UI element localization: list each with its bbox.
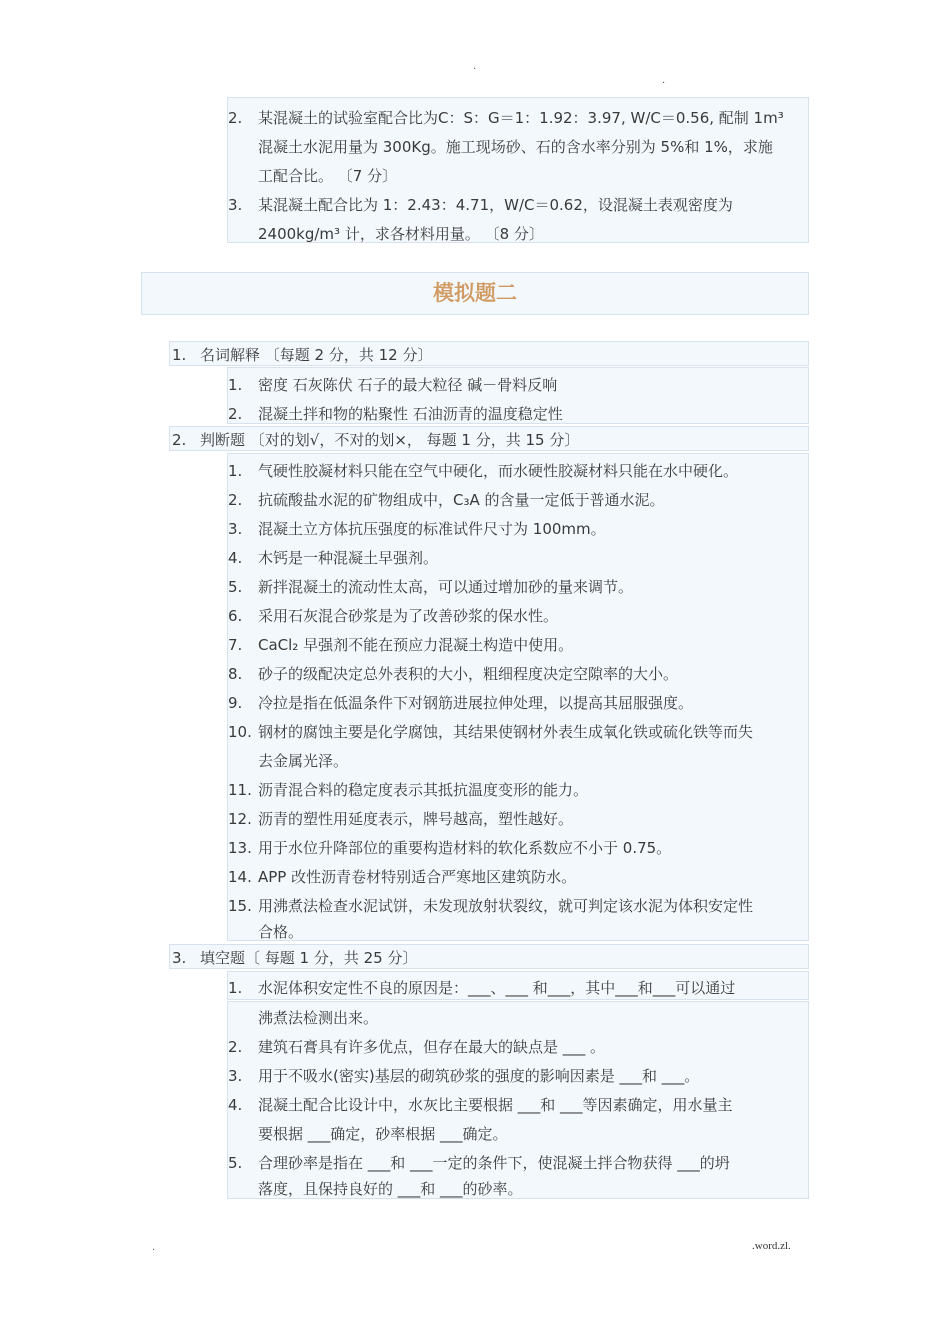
item-text: 建筑石膏具有许多优点，但存在最大的缺点是 ___ 。 (258, 1038, 606, 1056)
item-text: 要根据 ___确定，砂率根据 ___确定。 (258, 1125, 508, 1143)
prev-items-box (227, 97, 809, 243)
item-text: 沥青的塑性用延度表示，牌号越高，塑性越好。 (258, 810, 574, 828)
item-number: 12. (228, 810, 252, 828)
item-text: 混凝土配合比设计中，水灰比主要根据 ___和 ___等因素确定，用水量主 (258, 1096, 733, 1114)
header-dot: . (473, 61, 477, 72)
item-text: 合理砂率是指在 ___和 ___一定的条件下，使混凝土拌合物获得 ___的坍 (258, 1154, 730, 1172)
footer-dot: . (152, 1242, 156, 1253)
section-items-box (227, 453, 809, 941)
item-number: 6. (228, 607, 243, 625)
section-heading: 判断题 〔对的划√，不对的划×， 每题 1 分，共 15 分〕 (200, 431, 580, 449)
section-heading-box (169, 944, 809, 969)
item-number: 7. (228, 636, 243, 654)
item-number: 9. (228, 694, 243, 712)
section-items-box (227, 367, 809, 424)
item-number: 2. (228, 491, 243, 509)
item-text: CaCl₂ 早强剂不能在预应力混凝土构造中使用。 (258, 636, 574, 654)
item-number: 3. (228, 1067, 243, 1085)
item-number: 13. (228, 839, 252, 857)
item-text: 某混凝土配合比为 1：2.43：4.71，W/C＝0.62，设混凝土表观密度为 (258, 196, 733, 214)
item-number: 1. (228, 376, 243, 394)
section-number: 3. (172, 949, 187, 967)
item-number: 8. (228, 665, 243, 683)
item-number: 11. (228, 781, 252, 799)
header-dot: . (662, 75, 666, 86)
item-text: 某混凝土的试验室配合比为C：S：G＝1：1.92：3.97, W/C＝0.56, 配制 1m³ (258, 109, 784, 127)
item-text: 砂子的级配决定总外表积的大小，粗细程度决定空隙率的大小。 (258, 665, 679, 683)
item-text: 用沸煮法检查水泥试饼，未发现放射状裂纹，就可判定该水泥为体积安定性 (258, 897, 754, 915)
item-text: 用于不吸水(密实)基层的砌筑砂浆的强度的影响因素是 ___和 ___。 (258, 1067, 700, 1085)
item-text: 气硬性胶凝材料只能在空气中硬化，而水硬性胶凝材料只能在水中硬化。 (258, 462, 739, 480)
item-text: 工配合比。 〔7 分〕 (258, 167, 398, 185)
section-items-box (227, 971, 809, 1000)
item-text: 采用石灰混合砂浆是为了改善砂浆的保水性。 (258, 607, 559, 625)
item-number: 4. (228, 549, 243, 567)
item-text: 去金属光泽。 (258, 752, 349, 770)
item-text: 落度，且保持良好的 ___和 ___的砂率。 (258, 1180, 523, 1198)
item-text: 沸煮法检测出来。 (258, 1009, 379, 1027)
section-number: 1. (172, 346, 187, 364)
section-heading: 名词解释 〔每题 2 分，共 12 分〕 (200, 346, 433, 364)
item-number: 2. (228, 405, 243, 423)
item-number: 2. (228, 1038, 243, 1056)
item-text: 混凝土水泥用量为 300Kg。施工现场砂、石的含水率分别为 5%和 1%，求施 (258, 138, 773, 156)
item-number: 3. (228, 196, 243, 214)
item-text: 2400kg/m³ 计，求各材料用量。 〔8 分〕 (258, 225, 544, 243)
section-heading-box (169, 426, 809, 451)
item-number: 15. (228, 897, 252, 915)
page-title: 模拟题二 (433, 281, 517, 305)
item-text: 钢材的腐蚀主要是化学腐蚀，其结果使钢材外表生成氧化铁或硫化铁等而失 (258, 723, 754, 741)
item-number: 3. (228, 520, 243, 538)
section-heading: 填空题〔 每题 1 分，共 25 分〕 (200, 949, 418, 967)
item-text: 密度 石灰陈伏 石子的最大粒径 碱－骨料反响 (258, 376, 558, 394)
item-number: 4. (228, 1096, 243, 1114)
item-number: 1. (228, 462, 243, 480)
item-text: 冷拉是指在低温条件下对钢筋进展拉伸处理，以提高其屈服强度。 (258, 694, 694, 712)
title-box (141, 272, 809, 315)
item-number: 5. (228, 1154, 243, 1172)
item-text: 合格。 (258, 923, 304, 941)
item-text: 沥青混合料的稳定度表示其抵抗温度变形的能力。 (258, 781, 589, 799)
item-text: 混凝土立方体抗压强度的标准试件尺寸为 100mm。 (258, 520, 606, 538)
item-number: 14. (228, 868, 252, 886)
item-text: APP 改性沥青卷材特别适合严寒地区建筑防水。 (258, 868, 577, 886)
item-text: 用于水位升降部位的重要构造材料的软化系数应不小于 0.75。 (258, 839, 672, 857)
item-number: 2. (228, 109, 243, 127)
section-items-box (227, 1001, 809, 1199)
item-number: 1. (228, 979, 243, 997)
item-text: 混凝土拌和物的粘聚性 石油沥青的温度稳定性 (258, 405, 563, 423)
item-text: 抗硫酸盐水泥的矿物组成中，C₃A 的含量一定低于普通水泥。 (258, 491, 665, 509)
item-number: 5. (228, 578, 243, 596)
item-text: 水泥体积安定性不良的原因是：___、___ 和___，其中___和___可以通过 (258, 979, 736, 997)
section-heading-box (169, 341, 809, 366)
item-text: 木钙是一种混凝土早强剂。 (258, 549, 439, 567)
footer-source: .word.zl. (752, 1240, 791, 1252)
item-text: 新拌混凝土的流动性太高，可以通过增加砂的量来调节。 (258, 578, 634, 596)
item-number: 10. (228, 723, 252, 741)
section-number: 2. (172, 431, 187, 449)
